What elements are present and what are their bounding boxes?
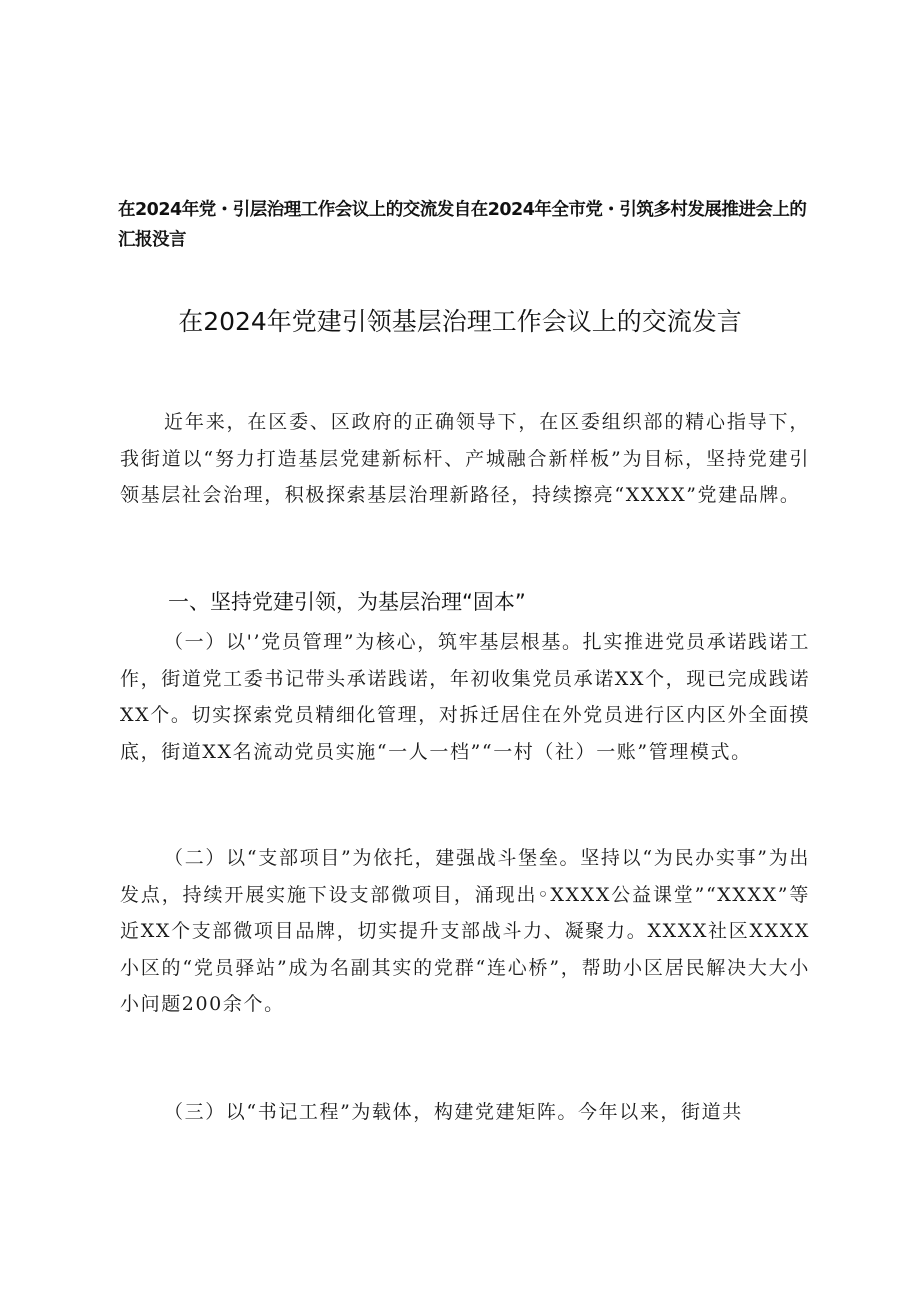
paragraph-2: （二）以“支部项目”为依托，建强战斗堡垒。坚持以“为民办实事”为出发点，持续开展实施下设支部微项目，涌现出◦XXXX公益课堂”“XXXX”等近XX个支部微项目品牌，切实提升支部战斗力、凝聚力。XXXX社区XXXX小区的“党员驿站”成为名副其实的党群“连心桥”，帮助小区居民解决大大小小问题200余个。 — [120, 847, 810, 1015]
paragraph-1: （一）以'’党员管理”为核心，筑牢基层根基。扎实推进党员承诺践诺工作，街道党工委书记带头承诺践诺，年初收集党员承诺XX个，现已完成践诺XX个。切实探索党员精细化管理，对拆迁居住在外党员进行区内区外全面摸底，街道XX名流动党员实施“一人一档”“一村（社）一账”管理模式。 — [120, 631, 810, 763]
document-title: 在2024年党建引领基层治理工作会议上的交流发言 — [178, 307, 742, 336]
document-header: 在2024年党・引层治理工作会议上的交流发自在2024年全市党・引筑多村发展推进会上的汇报没言 — [118, 200, 807, 250]
intro-paragraph: 近年来，在区委、区政府的正确领导下，在区委组织部的精心指导下，我街道以“努力打造基层党建新标杆、产城融合新样板”为目标，坚持党建引领基层社会治理，积极探索基层治理新路径，持续擦亮“XXXX”党建品牌。 — [120, 411, 810, 506]
paragraph-3: （三）以“书记工程”为载体，构建党建矩阵。今年以来，街道共 — [164, 1101, 743, 1123]
section-heading-1: 一、坚持党建引领，为基层治理“固本” — [168, 590, 526, 614]
